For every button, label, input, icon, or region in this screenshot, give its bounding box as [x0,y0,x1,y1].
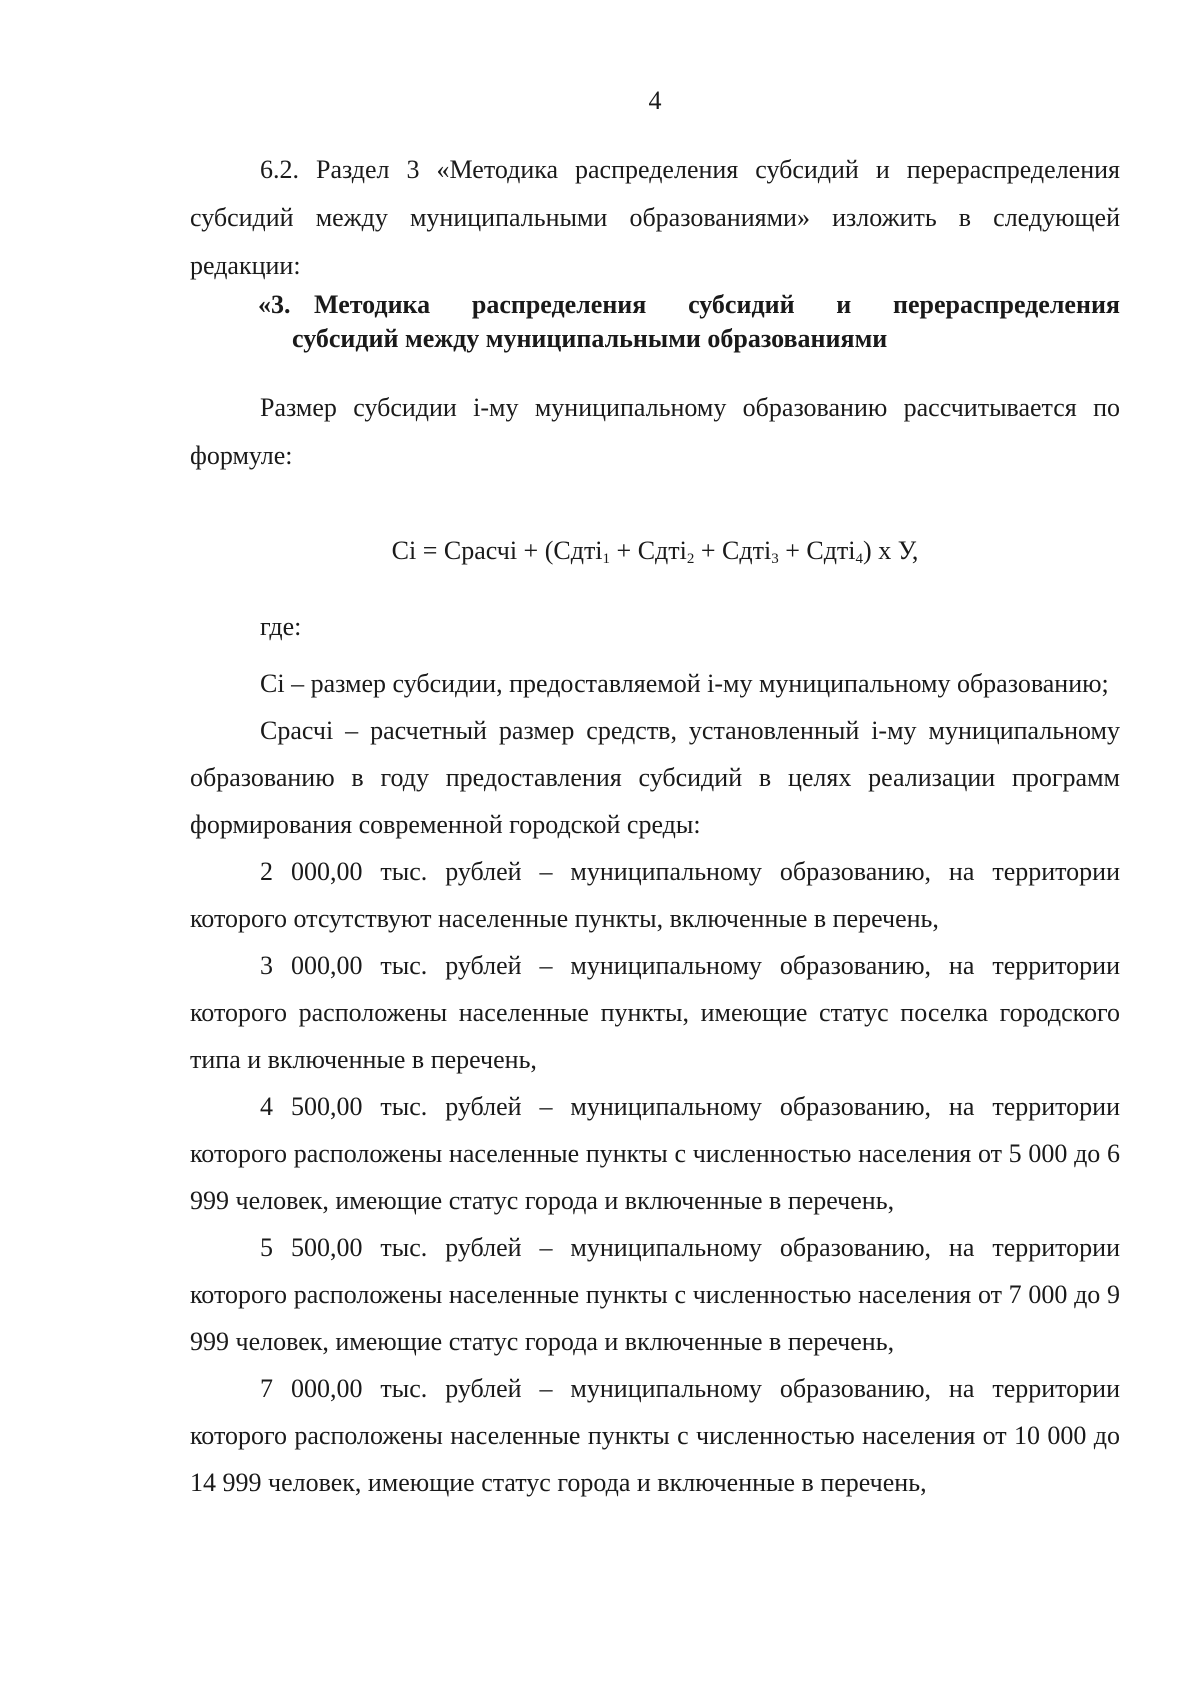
formula-intro-block [190,384,1120,480]
intro-paragraph: 6.2. Раздел 3 «Методика распределения субсидий и перераспределения субсидий между муниципальными образованиями» изложить в следующей редакции: [190,155,1120,280]
amount-item: 2 000,00 тыс. рублей – муниципальному образованию, на территории которого отсутствуют населенные пункты, включенные в перечень, [190,857,1120,933]
amount-item: 4 500,00 тыс. рублей – муниципальному образованию, на территории которого расположены населенные пункты с численностью населения от 5 000 до 6 999 человек, имеющие статус города и включенные в перечень, [190,1092,1120,1215]
definition-srasch: Срасчi – расчетный размер средств, установленный i-му муниципальному образованию в году предоставления субсидий в целях реализации программ формирования современной городской среды: [190,716,1120,839]
amount-item: 7 000,00 тыс. рублей – муниципальному образованию, на территории которого расположены населенные пункты с численностью населения от 10 000 до 14 999 человек, имеющие статус города и включенные в перечень, [190,1374,1120,1497]
formula: Ci = Срасчi + (Сдтi$_1$ + Сдтi$_2$ + Сдтi$_3$ + Сдтi$_4$) х У, [391,536,919,567]
amount-item: 5 500,00 тыс. рублей – муниципальному образованию, на территории которого расположены населенные пункты с численностью населения от 7 000 до 9 999 человек, имеющие статус города и включенные в перечень, [190,1233,1120,1356]
where-label: где: [260,612,302,641]
section-heading-number: «3. [258,290,291,319]
page-number: 4 [648,86,662,115]
amount-item: 3 000,00 тыс. рублей – муниципальному образованию, на территории которого расположены населенные пункты, имеющие статус поселка городского типа и включенные в перечень, [190,951,1120,1074]
definition-ci: Ci – размер субсидии, предоставляемой i-му муниципальному образованию; [260,669,1109,698]
section-heading-line2: субсидий между муниципальными образованиями [292,324,888,353]
intro-block [190,146,1120,290]
section-heading-line1: Методика распределения субсидий и перераспределения [314,290,1120,319]
section-heading [258,288,1120,356]
definitions-block [190,660,1120,1506]
formula-intro: Размер субсидии i-му муниципальному образованию рассчитывается по формуле: [190,393,1120,470]
